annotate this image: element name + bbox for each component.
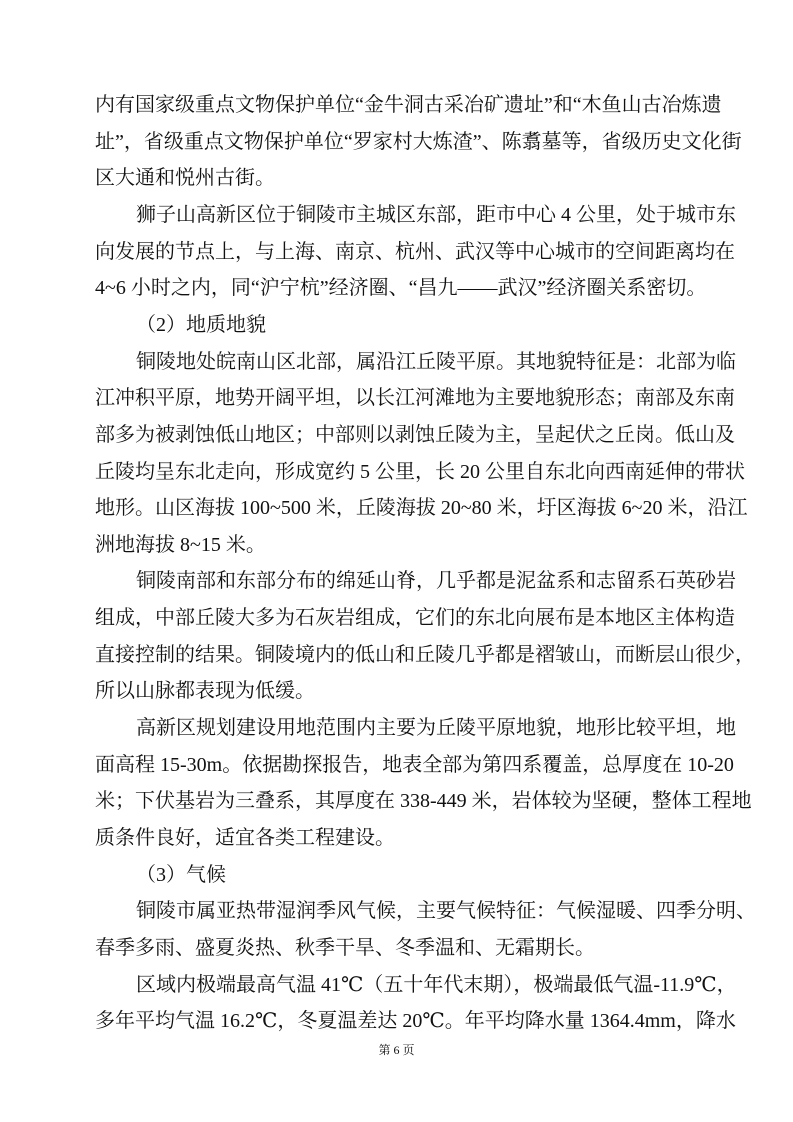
text-line: 所以山脉都表现为低缓。 <box>95 680 315 703</box>
text-line: 区大通和悦州古街。 <box>95 167 275 190</box>
text-line: 铜陵南部和东部分布的绵延山脊，几乎都是泥盆系和志留系石英砂岩 <box>136 570 736 593</box>
text-line: 直接控制的结果。铜陵境内的低山和丘陵几乎都是褶皱山，而断层山很少， <box>95 643 755 666</box>
text-line: 多年平均气温 16.2℃，冬夏温差达 20℃。年平均降水量 1364.4mm，降水 <box>95 1010 736 1033</box>
text-line: 铜陵地处皖南山区北部，属沿江丘陵平原。其地貌特征是：北部为临 <box>136 350 736 373</box>
text-line: 部多为被剥蚀低山地区；中部则以剥蚀丘陵为主，呈起伏之丘岗。低山及 <box>95 423 735 446</box>
text-line: 春季多雨、盛夏炎热、秋季干旱、冬季温和、无霜期长。 <box>95 936 595 959</box>
section-heading: （2）地质地貌 <box>136 313 266 336</box>
text-line: 铜陵市属亚热带湿润季风气候，主要气候特征：气候湿暖、四季分明、 <box>136 900 756 923</box>
text-line: 址”，省级重点文物保护单位“罗家村大炼渣”、陈翥墓等，省级历史文化街 <box>95 130 742 153</box>
text-line: 狮子山高新区位于铜陵市主城区东部，距市中心 4 公里，处于城市东 <box>136 203 736 226</box>
text-line: 4~6 小时之内，同“沪宁杭”经济圈、“昌九——武汉”经济圈关系密切。 <box>95 277 707 300</box>
text-line: 洲地海拔 8~15 米。 <box>95 533 266 556</box>
text-line: 江冲积平原，地势开阔平坦，以长江河滩地为主要地貌形态；南部及东南 <box>95 387 735 410</box>
text-line: 组成，中部丘陵大多为石灰岩组成，它们的东北向展布是本地区主体构造 <box>95 607 735 630</box>
text-line: 高新区规划建设用地范围内主要为丘陵平原地貌，地形比较平坦，地 <box>136 717 736 740</box>
text-line: 地形。山区海拔 100~500 米，丘陵海拔 20~80 米，圩区海拔 6~20 米，沿江 <box>95 497 748 520</box>
text-line: 内有国家级重点文物保护单位“金牛洞古采冶矿遗址”和“木鱼山古冶炼遗 <box>95 94 722 116</box>
text-line: 向发展的节点上，与上海、南京、杭州、武汉等中心城市的空间距离均在 <box>95 240 735 263</box>
section-heading: （3）气候 <box>136 863 226 886</box>
page-number: 第 6 页 <box>378 1043 415 1057</box>
text-line: 米；下伏基岩为三叠系，其厚度在 338-449 米，岩体较为坚硬，整体工程地 <box>95 790 752 813</box>
text-line: 丘陵均呈东北走向，形成宽约 5 公里，长 20 公里自东北向西南延伸的带状 <box>95 460 745 483</box>
text-line: 质条件良好，适宜各类工程建设。 <box>95 827 395 849</box>
text-line: 面高程 15-30m。依据勘探报告，地表全部为第四系覆盖，总厚度在 10-20 <box>95 753 734 776</box>
text-line: 区域内极端最高气温 41℃（五十年代末期），极端最低气温-11.9℃， <box>136 973 737 996</box>
